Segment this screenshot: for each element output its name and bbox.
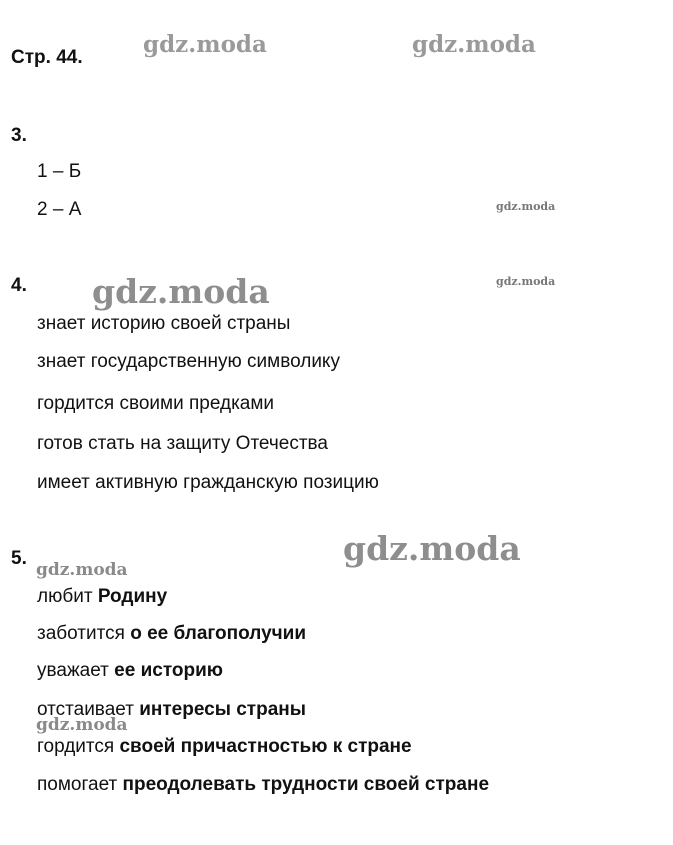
answer-line: 2 – А xyxy=(37,199,82,220)
answer-verb: любит xyxy=(37,586,93,607)
answer-bold: интересы страны xyxy=(139,699,306,720)
answer-line xyxy=(37,699,306,721)
answer-line xyxy=(37,660,223,682)
watermark: gdz.moda xyxy=(143,31,267,58)
answer-line: знает государственную символику xyxy=(37,351,340,372)
answer-bold: о ее благополучии xyxy=(130,623,307,644)
answer-verb: помогает xyxy=(37,774,118,795)
answer-line: имеет активную гражданскую позицию xyxy=(37,472,379,493)
watermark: gdz.moda xyxy=(412,31,536,58)
watermark: gdz.moda xyxy=(92,272,270,311)
answer-bold: своей причастностью к стране xyxy=(119,736,412,757)
answer-line xyxy=(37,774,489,796)
answer-verb: гордится xyxy=(37,736,115,757)
watermark: gdz.moda xyxy=(496,275,556,288)
watermark: gdz.moda xyxy=(36,560,128,580)
watermark: gdz.moda xyxy=(343,529,521,568)
answer-line xyxy=(37,736,412,758)
answer-line: 1 – Б xyxy=(37,161,82,182)
section-number: 3. xyxy=(11,125,27,146)
answer-verb: уважает xyxy=(37,660,109,681)
section-number: 4. xyxy=(11,275,27,296)
section-number: 5. xyxy=(11,548,27,569)
answer-line xyxy=(37,623,306,645)
page-header: Стр. 44. xyxy=(11,47,83,68)
answer-verb: заботится xyxy=(37,623,125,644)
answer-verb: отстаивает xyxy=(37,699,134,720)
watermark: gdz.moda xyxy=(496,200,556,213)
answer-line: готов стать на защиту Отечества xyxy=(37,433,328,454)
answer-bold: Родину xyxy=(97,586,168,607)
answer-line xyxy=(37,586,167,608)
answer-line: гордится своими предками xyxy=(37,393,275,414)
watermark: gdz.moda xyxy=(36,715,128,735)
answer-line: знает историю своей страны xyxy=(37,313,291,334)
answer-bold: преодолевать трудности своей стране xyxy=(122,774,490,795)
answer-bold: ее историю xyxy=(114,660,223,681)
